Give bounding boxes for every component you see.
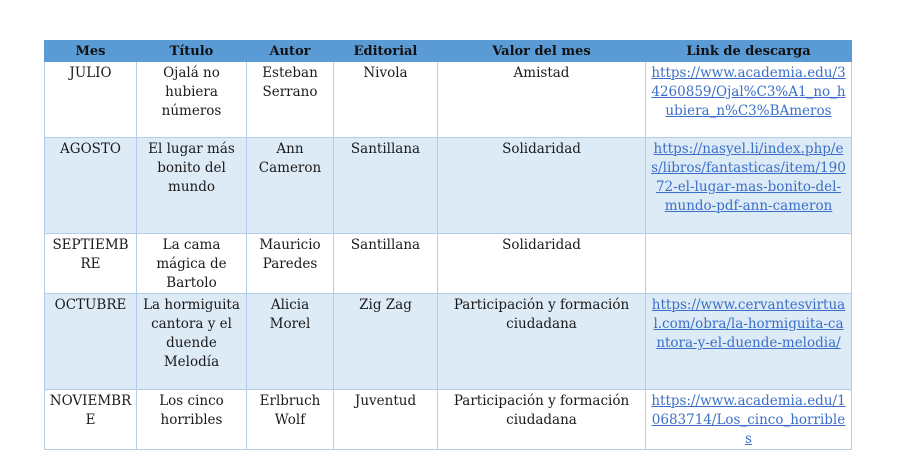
cell-mes: JULIO (45, 62, 137, 138)
table-row (45, 138, 852, 234)
cell-titulo: La cama mágica de Bartolo (137, 234, 247, 294)
cell-editorial: Santillana (334, 138, 438, 234)
cell-link (646, 390, 852, 450)
cell-link-empty (646, 234, 852, 294)
cell-editorial: Nivola (334, 62, 438, 138)
cell-editorial: Zig Zag (334, 294, 438, 390)
header-link: Link de descarga (646, 41, 852, 62)
cell-valor: Participación y formación ciudadana (438, 294, 646, 390)
cell-mes: NOVIEMBRE (45, 390, 137, 450)
cell-editorial: Santillana (334, 234, 438, 294)
cell-autor: Ann Cameron (247, 138, 334, 234)
header-autor: Autor (247, 41, 334, 62)
cell-link (646, 62, 852, 138)
cell-autor: Mauricio Paredes (247, 234, 334, 294)
cell-link (646, 294, 852, 390)
cell-titulo: La hormiguita cantora y el duende Melodía (137, 294, 247, 390)
table-row (45, 294, 852, 390)
cell-mes: OCTUBRE (45, 294, 137, 390)
cell-valor: Solidaridad (438, 234, 646, 294)
cell-autor: Alicia Morel (247, 294, 334, 390)
cell-link (646, 138, 852, 234)
table-row (45, 234, 852, 294)
reading-plan-table-wrapper (44, 40, 851, 450)
cell-valor: Amistad (438, 62, 646, 138)
download-link[interactable]: https://www.cervantesvirtual.com/obra/la-hormiguita-cantora-y-el-duende-melodia/ (651, 297, 846, 351)
table-header-row (45, 41, 852, 62)
cell-titulo: El lugar más bonito del mundo (137, 138, 247, 234)
cell-titulo: Los cinco horribles (137, 390, 247, 450)
cell-autor: Esteban Serrano (247, 62, 334, 138)
header-editorial: Editorial (334, 41, 438, 62)
download-link[interactable]: https://www.academia.edu/10683714/Los_cinco_horribles (651, 393, 846, 447)
cell-autor: Erlbruch Wolf (247, 390, 334, 450)
cell-mes: SEPTIEMBRE (45, 234, 137, 294)
cell-editorial: Juventud (334, 390, 438, 450)
header-mes: Mes (45, 41, 137, 62)
cell-titulo: Ojalá no hubiera números (137, 62, 247, 138)
header-valor: Valor del mes (438, 41, 646, 62)
cell-mes: AGOSTO (45, 138, 137, 234)
cell-valor: Participación y formación ciudadana (438, 390, 646, 450)
download-link[interactable]: https://nasyel.li/index.php/es/libros/fantasticas/item/19072-el-lugar-mas-bonito-del-mundo-pdf-ann-cameron (651, 141, 846, 214)
cell-valor: Solidaridad (438, 138, 646, 234)
reading-plan-table (44, 40, 852, 450)
download-link[interactable]: https://www.academia.edu/34260859/Ojal%C3%A1_no_hubiera_n%C3%BAmeros (651, 65, 846, 119)
header-titulo: Título (137, 41, 247, 62)
table-row (45, 390, 852, 450)
table-row (45, 62, 852, 138)
